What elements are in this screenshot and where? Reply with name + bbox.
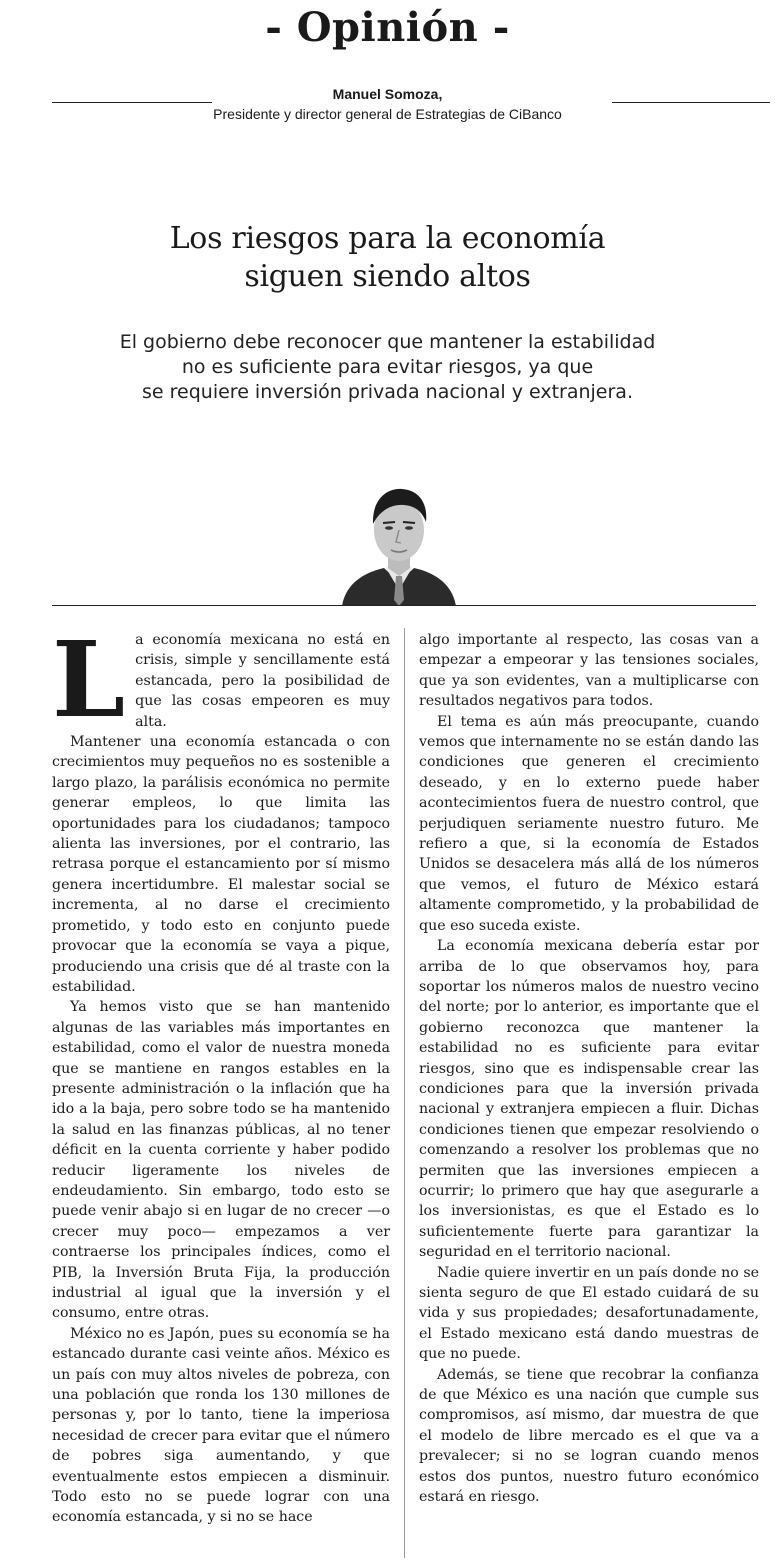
header-divider <box>52 605 756 606</box>
article-column-right <box>419 630 759 1507</box>
article-headline <box>60 220 715 296</box>
subtitle-line-2: no es suficiente para evitar riesgos, ya que <box>181 356 594 378</box>
paragraph-3: Ya hemos visto que se han mantenido algunas de las variables más importantes en estabilidad, como el valor de nuestra moneda que se mantiene en rangos estables en la presente administración o la inflación que ha ido a la baja, pero sobre todo se ha mantenido la salud en las finanzas públicas, al no tener déficit en la cuenta corriente y haber podido reducir ligeramente los niveles de endeudamiento. Sin embargo, todo esto se puede venir abajo si en lugar de no crecer —o crecer muy poco— empezamos a ver contraerse los principales índices, como el PIB, la Inversión Bruta Fija, la producción industrial al igual que la inversión y el consumo, entre otras. <box>52 999 390 1322</box>
paragraph-2: Mantener una economía estancada o con crecimientos muy pequeños no es sostenible a largo plazo, la parálisis económica no permite generar empleos, lo que limita las oportunidades para los ciudadanos; tampoco alienta las inversiones, por el contrario, las retrasa porque el estancamiento por sí mismo genera incertidumbre. El malestar social se incrementa, al no darse el crecimiento prometido, y todo esto en conjunto puede provocar que la economía se vaya a pique, produciendo una crisis que dé al traste con la estabilidad. <box>52 734 390 995</box>
paragraph-8: Además, se tiene que recobrar la confianza de que México es una nación que cumple sus compromisos, así mismo, dar muestra de que el modelo de libre mercado es el que va a prevalecer; si no se logran cuando menos estos dos puntos, nuestro futuro económico estará en riesgo. <box>419 1366 759 1506</box>
paragraph-1 <box>52 618 390 741</box>
author-name: Manuel Somoza, <box>332 86 443 102</box>
article-subtitle <box>100 330 675 405</box>
paragraph-4: México no es Japón, pues su economía se ha estancado durante casi veinte años. México es un país con muy altos niveles de pobreza, con una población que ronda los 130 millones de personas y, por lo tanto, tiene la imperiosa necesidad de crecer para evitar que el número de pobres siga aumentando, y que eventualmente estos empiecen a disminuir. Todo esto no se puede lograr con una economía estancada, y si no se hace <box>52 1325 390 1526</box>
headline-line-1: Los riesgos para la economía <box>169 221 606 256</box>
author-role: Presidente y director general de Estrategias de CiBanco <box>213 106 562 122</box>
paragraph-4-continued: algo importante al respecto, las cosas van a empezar a empeorar y las tensiones sociales, que ya son evidentes, van a multiplicarse con resultados negativos para todos. <box>419 632 759 710</box>
column-divider <box>404 628 405 1558</box>
paragraph-6: La economía mexicana debería estar por arriba de lo que observamos hoy, para soportar los números malos de nuestro vecino del norte; por lo anterior, es importante que el gobierno reconozca que mantener la estabilidad no es suficiente para evitar riesgos, sino que es indispensable crear las condiciones para que la inversión privada nacional y extranjera empiecen a fluir. Dichas condiciones tienen que empezar resolviendo o comenzando a resolver los problemas que no permiten que las inversiones empiecen a ocurrir; lo primero que hay que asegurarle a los inversionistas, es que el Estado es lo suficientemente fuerte para garantizar la seguridad en el territorio nacional. <box>419 938 759 1261</box>
headline-line-2: siguen siendo altos <box>244 259 531 294</box>
author-portrait <box>340 478 458 606</box>
paragraph-1-text: a economía mexicana no está en crisis, simple y sencillamente está estancada, pero la posibilidad de que las cosas empeoren es muy alta. <box>135 632 390 730</box>
byline <box>0 84 775 124</box>
section-title: - Opinión - <box>265 4 510 51</box>
subtitle-line-1: El gobierno debe reconocer que mantener la estabilidad <box>119 331 656 353</box>
subtitle-line-3: se requiere inversión privada nacional y extranjera. <box>142 381 633 403</box>
paragraph-5: El tema es aún más preocupante, cuando vemos que internamente no se están dando las condiciones que generen el crecimiento deseado, y en lo externo puede haber acontecimientos fuera de nuestro control, que perjudiquen seriamente nuestro futuro. Me refiero a que, si la economía de Estados Unidos se desacelera más allá de los números que vemos, el futuro de México estará altamente comprometido, y la probabilidad de que eso suceda existe. <box>419 713 759 934</box>
drop-cap: L <box>52 618 126 741</box>
article-column-left <box>52 618 390 1528</box>
paragraph-7: Nadie quiere invertir en un país donde no se sienta seguro de que El estado cuidará de su vida y sus propiedades; desafortunadamente, el Estado mexicano está dando muestras de que no puede. <box>419 1264 759 1363</box>
